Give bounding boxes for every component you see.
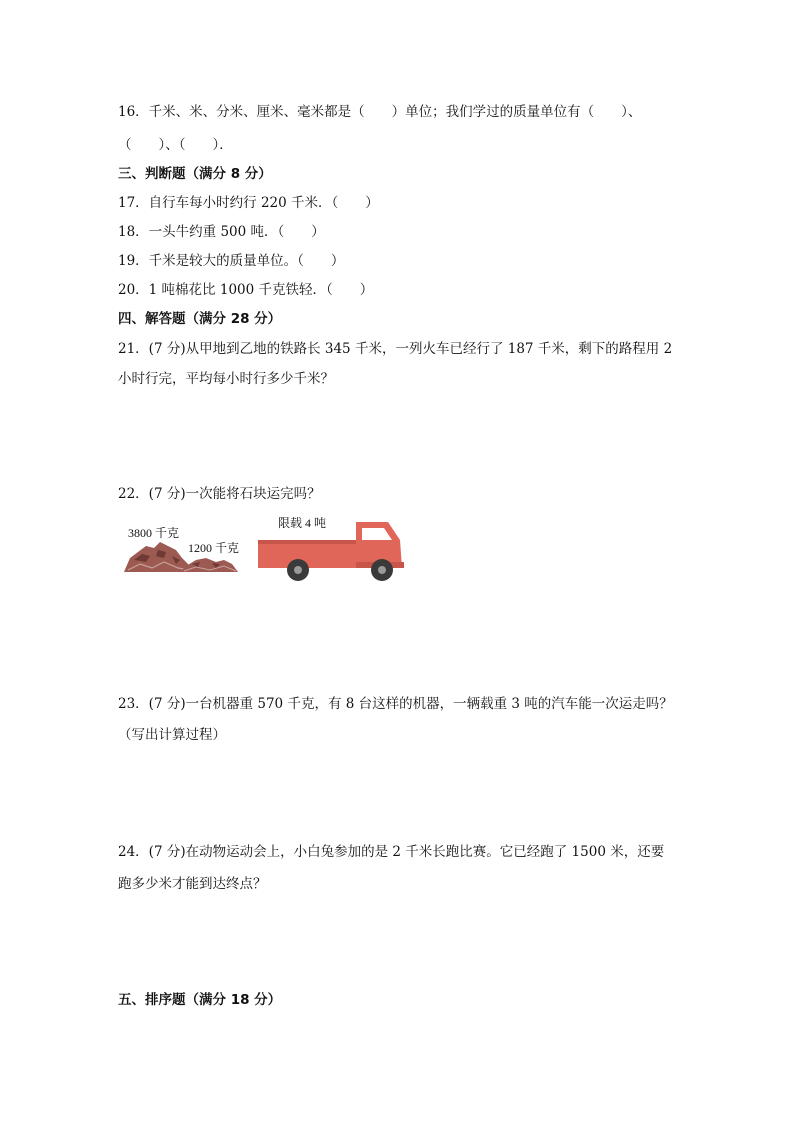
q24-line2: 跑多少米才能到达终点？ [118,876,267,892]
section-5-heading: 五、排序题（满分 18 分） [118,992,282,1008]
q24-line1: 24．(7 分)在动物运动会上，小白兔参加的是 2 千米长跑比赛。它已经跑了 1500 米，还要 [118,844,665,860]
q19: 19．千米是较大的质量单位。（ ） [118,253,345,269]
q17: 17．自行车每小时约行 220 千米．（ ） [118,195,379,211]
rock-pile-large [124,542,194,572]
q21-line2: 小时行完，平均每小时行多少千米？ [118,371,334,387]
q20: 20．1 吨棉花比 1000 千克铁轻．（ ） [118,282,374,298]
figure-drawing [120,510,410,590]
rock-pile-small [180,558,238,572]
rock1-weight-label: 3800 千克 [128,526,180,540]
rock2-weight-label: 1200 千克 [188,541,240,555]
rocks-and-truck-figure [120,510,410,590]
section-4-heading: 四、解答题（满分 28 分） [118,311,282,327]
q16-line1: 16．千米、米、分米、厘米、毫米都是（ ）单位；我们学过的质量单位有（ ）、 [118,104,642,120]
q18: 18．一头牛约重 500 吨．（ ） [118,224,325,240]
q23-line1: 23．(7 分)一台机器重 570 千克，有 8 台这样的机器，一辆载重 3 吨的汽车能一次运走吗？ [118,696,673,712]
q22: 22．(7 分)一次能将石块运完吗？ [118,486,321,502]
section-3-heading: 三、判断题（满分 8 分） [118,166,272,182]
q16-line2: （ ）、（ ）． [118,137,233,153]
q23-line2: （写出计算过程） [118,727,226,743]
truck-limit-label: 限载 4 吨 [278,516,327,530]
q21-line1: 21．(7 分)从甲地到乙地的铁路长 345 千米，一列火车已经行了 187 千米，剩下的路程用 2 [118,341,673,357]
